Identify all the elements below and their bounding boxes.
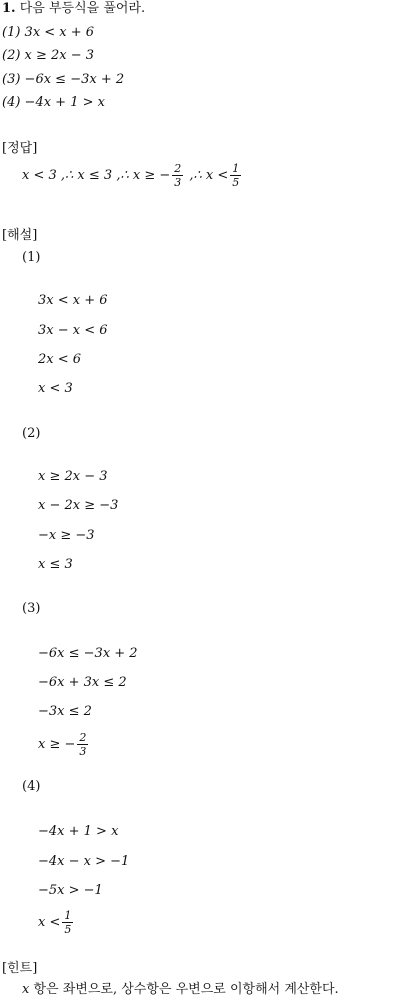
solution-4-fraction (62, 909, 73, 936)
solution-2-label: (2) (22, 426, 41, 441)
solution-4-final (38, 906, 75, 940)
solution-1-step: x < 3 (38, 381, 73, 396)
problem-item-1: (1) 3x < x + 6 (2, 25, 95, 40)
solution-3-fraction-numerator: 2 (79, 731, 87, 744)
hint-text (22, 981, 339, 999)
answer-fraction-1-denominator: 3 (174, 176, 182, 189)
hint-header: [힌트] (2, 961, 38, 976)
problem-item-3: (3) −6x ≤ −3x + 2 (2, 72, 125, 87)
solution-2-step: −x ≥ −3 (38, 528, 95, 543)
solution-4-step: −4x − x > −1 (38, 854, 130, 869)
hint-variable: x (22, 982, 30, 997)
problem-item-2: (2) x ≥ 2x − 3 (2, 48, 95, 63)
solution-4-step: −4x + 1 > x (38, 824, 119, 839)
answer-line (22, 162, 243, 189)
solution-2-step: x ≥ 2x − 3 (38, 469, 108, 484)
answer-fraction-1 (172, 162, 183, 189)
solution-3-label: (3) (22, 601, 41, 616)
answer-fraction-2 (230, 162, 241, 189)
answer-fraction-1-numerator: 2 (174, 162, 182, 175)
solution-1-step: 3x − x < 6 (38, 323, 108, 338)
solution-3-final-prefix: x ≥ − (38, 737, 76, 752)
solution-3-step: −6x + 3x ≤ 2 (38, 675, 127, 690)
solution-4-step: −5x > −1 (38, 883, 103, 898)
problem-title (2, 0, 145, 18)
solution-1-step: 2x < 6 (38, 352, 82, 367)
problem-number: 1. (2, 1, 16, 16)
hint-body: 항은 좌변으로, 상수항은 우변으로 이항해서 계산한다. (29, 982, 339, 997)
solution-2-step: x ≤ 3 (38, 557, 73, 572)
answer-part2: ,∴ x < (185, 168, 229, 183)
answer-part1: x < 3 ,∴ x ≤ 3 ,∴ x ≥ − (22, 168, 171, 183)
solution-3-final (38, 728, 90, 762)
solution-3-fraction (77, 731, 88, 758)
solution-1-label: (1) (22, 250, 41, 265)
answer-fraction-2-numerator: 1 (232, 162, 240, 175)
problem-item-4: (4) −4x + 1 > x (2, 95, 105, 110)
solution-1-step: 3x < x + 6 (38, 293, 108, 308)
solution-3-fraction-denominator: 3 (79, 745, 87, 758)
solution-header: [해설] (2, 228, 38, 243)
answer-fraction-2-denominator: 5 (232, 176, 240, 189)
solution-3-step: −3x ≤ 2 (38, 704, 92, 719)
solution-4-fraction-denominator: 5 (64, 923, 72, 936)
solution-2-step: x − 2x ≥ −3 (38, 498, 119, 513)
solution-4-label: (4) (22, 779, 41, 794)
solution-3-step: −6x ≤ −3x + 2 (38, 646, 138, 661)
answer-header: [정답] (2, 141, 38, 156)
problem-prompt: 다음 부등식을 풀어라. (19, 1, 146, 16)
solution-4-final-prefix: x < (38, 915, 61, 930)
solution-4-fraction-numerator: 1 (64, 909, 72, 922)
